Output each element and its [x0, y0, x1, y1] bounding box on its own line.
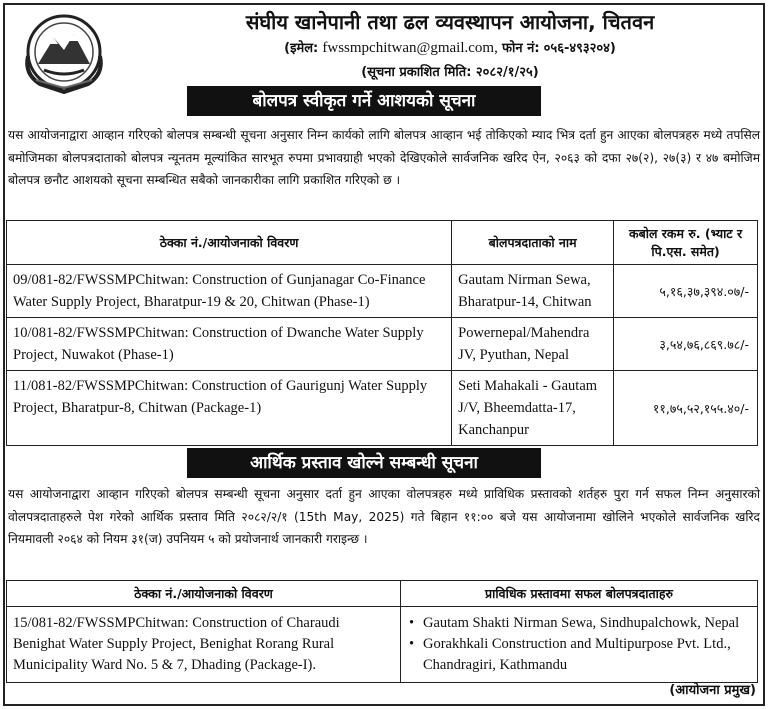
row-bidders [401, 607, 758, 683]
bidder-name: Gorakhkali Construction and Multipurpose Pvt. Ltd., Chandragiri, Kathmandu [423, 636, 731, 673]
table-row [7, 265, 758, 318]
table-row [7, 371, 758, 446]
table-header-row [7, 581, 758, 607]
row-desc: 10/081-82/FWSSMPChitwan: Construction of Dwanche Water Supply Project, Nuwakot (Phase-1) [7, 318, 452, 371]
row-desc: 11/081-82/FWSSMPChitwan: Construction of Gaurigunj Water Supply Project, Bharatpur-8, Chitwan (Package-1) [7, 371, 452, 446]
row-desc: 09/081-82/FWSSMPChitwan: Construction of Gunjanagar Co-Finance Water Supply Project, Bharatpur-19 & 20, Chitwan (Phase-1) [7, 265, 452, 318]
phone-label: फोन नं: [501, 41, 540, 56]
bullet-icon: • [409, 636, 415, 652]
award-table [6, 220, 758, 446]
row-amount: ५,१६,३७,३९४.०७/- [614, 265, 758, 318]
list-item [407, 634, 751, 676]
table-row [7, 318, 758, 371]
row-amount: ११,७५,५२,१५५.४०/- [614, 371, 758, 446]
header-bidder: बोलपत्रदाताको नाम [452, 221, 614, 265]
signature: (आयोजना प्रमुख) [669, 683, 756, 698]
contact-line [150, 38, 750, 57]
header-desc: ठेक्का नं./आयोजनाको विवरण [7, 221, 452, 265]
bullet-icon: • [409, 615, 415, 631]
header-successful: प्राविधिक प्रस्तावमा सफल बोलपत्रदाताहरु [401, 581, 758, 607]
list-item [407, 613, 751, 634]
phone-number: ०५६-४९३२०४) [543, 41, 616, 56]
email-label: (इमेल: [284, 41, 319, 56]
row-amount: ३,५४,७६,८६९.७८/- [614, 318, 758, 371]
table-row [7, 607, 758, 683]
table-header-row [7, 221, 758, 265]
bidder-name: Gautam Shakti Nirman Sewa, Sindhupalchowk, Nepal [423, 615, 740, 631]
header-desc: ठेक्का नं./आयोजनाको विवरण [7, 581, 401, 607]
row-desc: 15/081-82/FWSSMPChitwan: Construction of Charaudi Benighat Water Supply Project, Benighat Rorang Rural Municipality Ward No. 5 & 7, Dhading (Package-I). [7, 607, 401, 683]
published-date: (सूचना प्रकाशित मिति: २०८२/१/२५) [361, 65, 539, 80]
row-bidder: Powernepal/Mahendra JV, Pyuthan, Nepal [452, 318, 614, 371]
intent-paragraph: यस आयोजनाद्वारा आव्हान गरिएको बोलपत्र सम्बन्धी सूचना अनुसार निम्न कार्यको लागि बोलपत्र आव्हान भई तोकिएको म्याद भित्र दर्ता हुन आएका बोलपत्रहरु मध्ये तपसिल बमोजिमका बोलपत्रदाताको बोलपत्र न्यूनतम मूल्यांकित सारभूत रुपमा प्रभावग्राही भएको देखिएकोले सार्वजनिक खरिद ऐन, २०६३ को दफा २७(२), २७(३) र ४७ बमोजिम बोलपत्र छनौट आशयको सूचना सम्बन्धित सबैको जानकारीका लागि प्रकाशित गरिएको छ । [8, 128, 760, 187]
section-banner-financial: आर्थिक प्रस्ताव खोल्ने सम्बन्धी सूचना [187, 448, 541, 478]
header-amount: कबोल रकम रु. (भ्याट र पि.एस. समेत) [614, 221, 758, 265]
row-bidder: Seti Mahakali - Gautam J/V, Bheemdatta-17, Kanchanpur [452, 371, 614, 446]
financial-paragraph: यस आयोजनाद्वारा आव्हान गरिएको बोलपत्र सम्बन्धी सूचना अनुसार दर्ता हुन आएका वोलपत्रहरु मध्ये प्राविधिक प्रस्तावको शर्तहरु पुरा गर्न सफल निम्न अनुसारको वोलपत्रदाताहरुले पेश गरेको आर्थिक प्रस्ताव मिति २०८२/२/१ (15th May, 2025) गते बिहान ११:०० बजे यस आयोजनामा खोलिने भएकोले सार्वजनिक खरिद नियमावली २०६४ को नियम ३१(ज) उपनियम ५ को प्रयोजनार्थ जानकारी गराइन्छ । [8, 487, 760, 546]
section-banner-intent: बोलपत्र स्वीकृत गर्ने आशयको सूचना [187, 86, 541, 116]
page-title: संघीय खानेपानी तथा ढल व्यवस्थापन आयोजना, चितवन [245, 10, 655, 34]
nepal-emblem-icon [14, 8, 114, 98]
email-address: fwssmpchitwan@gmail.com, [322, 40, 498, 56]
technical-table [6, 580, 758, 683]
row-bidder: Gautam Nirman Sewa, Bharatpur-14, Chitwan [452, 265, 614, 318]
